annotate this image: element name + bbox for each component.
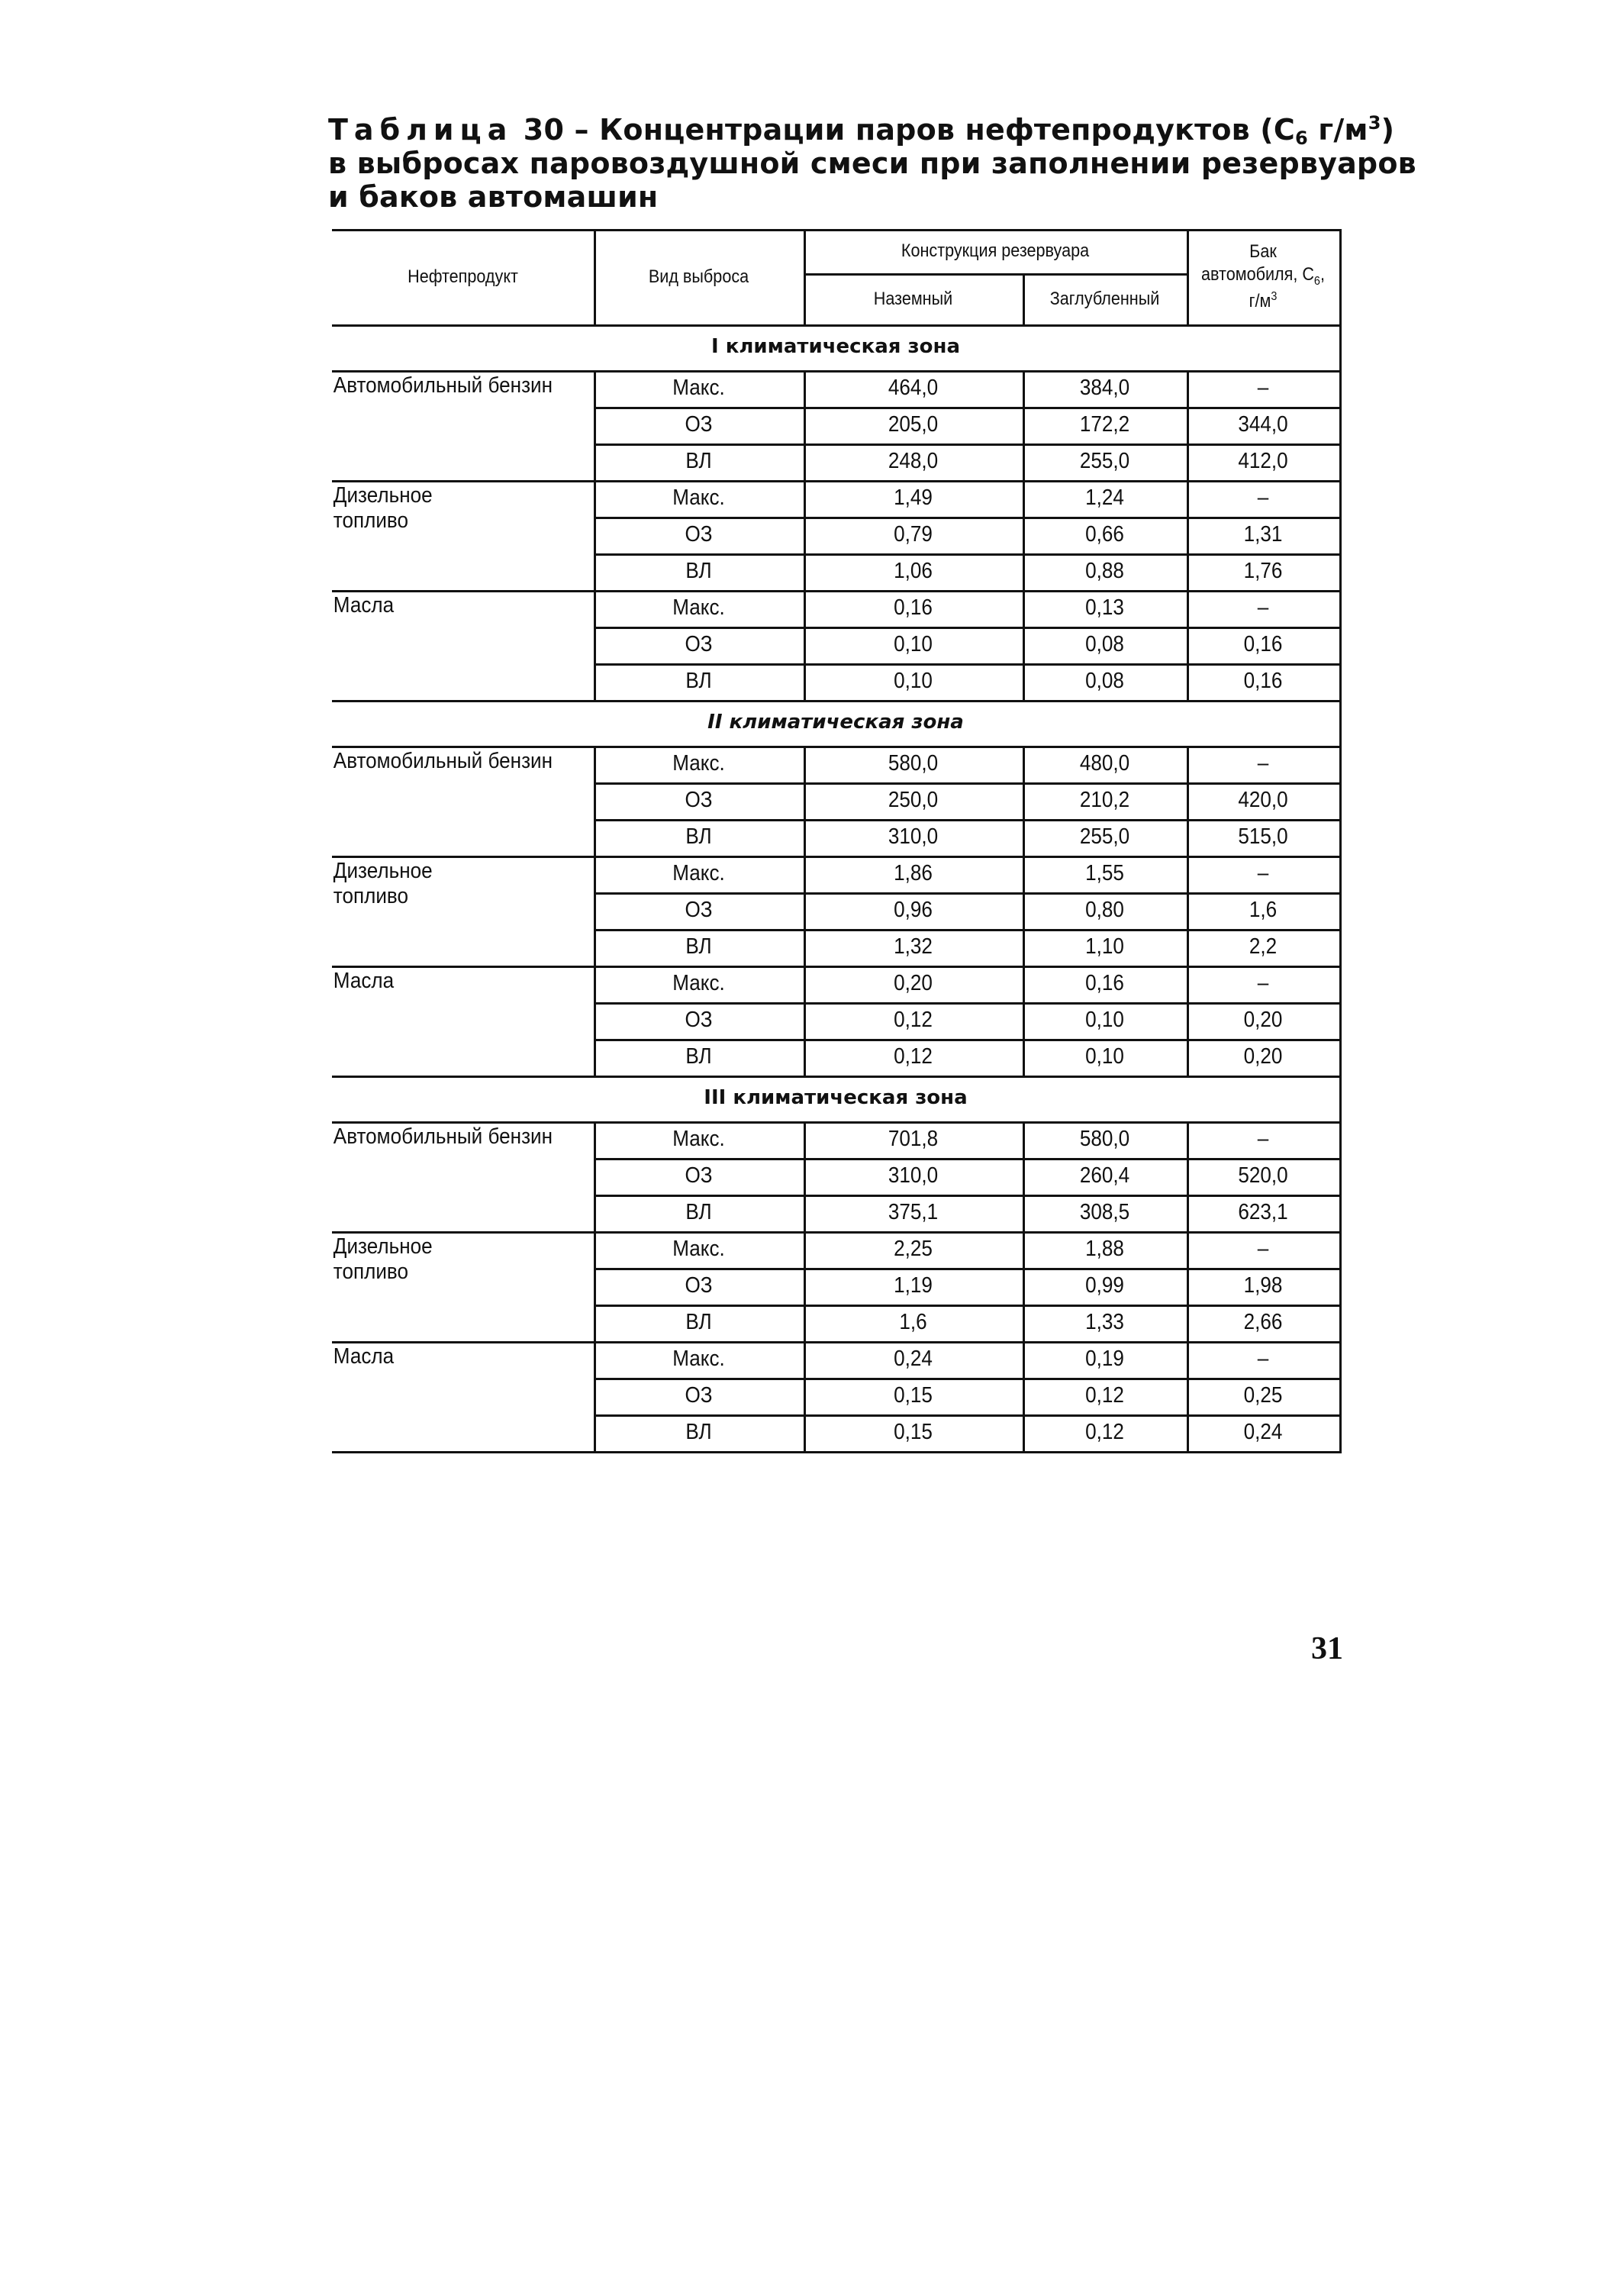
buried-tank-value: 0,99 [1085, 1273, 1124, 1298]
product-name-text: Дизельное топливо [333, 859, 433, 909]
product-bottom-rule [332, 1451, 1339, 1453]
product-name [332, 483, 569, 587]
product-name-text: Масла [333, 1344, 395, 1369]
body-vrule [1187, 1121, 1189, 1234]
body-vrule [804, 1121, 806, 1234]
product-name-text: Автомобильный бензин [333, 373, 553, 398]
zone-right-rule [1339, 1076, 1342, 1121]
header-car-tank [1194, 229, 1332, 324]
product-name-text: Автомобильный бензин [333, 749, 553, 773]
product-name-text: Дизельное топливо [333, 483, 433, 534]
ground-tank-value: 0,15 [894, 1383, 933, 1408]
ground-tank-value: 701,8 [888, 1127, 939, 1152]
body-vrule [1187, 746, 1189, 858]
title-line-1: Таблица 30 – Концентрации паров нефтепродуктов ($C_6$ $г/м^3$) [328, 112, 1395, 149]
zone-title: I климатическая зона [710, 335, 961, 359]
body-vrule [804, 370, 806, 482]
product-name [332, 969, 569, 1072]
emission-type: ВЛ [685, 1044, 712, 1069]
header-vrule [804, 229, 806, 327]
body-vrule [1339, 966, 1342, 1078]
ground-tank-value: 0,24 [894, 1347, 933, 1372]
ground-tank-value: 1,49 [894, 485, 933, 511]
product-name-text: Масла [333, 969, 395, 993]
car-tank-value: 0,16 [1243, 669, 1283, 694]
body-vrule [594, 856, 596, 968]
buried-tank-value: 0,16 [1085, 971, 1124, 996]
emission-type: Макс. [672, 595, 725, 621]
table-title [328, 112, 1416, 214]
body-vrule [804, 746, 806, 858]
emission-type: ВЛ [685, 559, 712, 584]
ground-tank-value: 1,06 [894, 559, 933, 584]
car-tank-value: – [1257, 1127, 1269, 1152]
emission-type: ОЗ [685, 1163, 713, 1189]
emission-type: Макс. [672, 861, 725, 886]
buried-tank-value: 255,0 [1079, 824, 1130, 850]
body-vrule [1339, 746, 1342, 858]
ground-tank-value: 0,79 [894, 522, 933, 547]
body-vrule [1339, 856, 1342, 968]
car-tank-value: – [1257, 751, 1269, 776]
header-car-tank-text: Бак автомобиля, $C_6$, $г/м^3$ [1201, 241, 1325, 311]
body-vrule [1023, 1231, 1025, 1343]
emission-type: ВЛ [685, 669, 712, 694]
buried-tank-value: 580,0 [1079, 1127, 1130, 1152]
car-tank-value: 2,66 [1243, 1310, 1283, 1335]
title-line-3: и баков автомашин [328, 180, 659, 214]
header-vrule [1023, 273, 1025, 327]
car-tank-value: 0,16 [1243, 632, 1283, 657]
buried-tank-value: 1,10 [1085, 934, 1124, 960]
ground-tank-value: 0,10 [894, 632, 933, 657]
car-tank-value: – [1257, 485, 1269, 511]
emission-type: ВЛ [685, 1310, 712, 1335]
car-tank-value: – [1257, 595, 1269, 621]
body-vrule [594, 1121, 596, 1234]
body-vrule [1339, 1341, 1342, 1453]
emission-type: ВЛ [685, 449, 712, 474]
body-vrule [804, 1341, 806, 1453]
product-name-text: Масла [333, 593, 395, 618]
emission-type: Макс. [672, 1237, 725, 1262]
body-vrule [1187, 966, 1189, 1078]
emission-type: ОЗ [685, 788, 713, 813]
buried-tank-value: 0,13 [1085, 595, 1124, 621]
body-vrule [1023, 746, 1025, 858]
emission-type: ОЗ [685, 522, 713, 547]
ground-tank-value: 205,0 [888, 412, 939, 437]
emission-type: ОЗ [685, 412, 713, 437]
emission-type: ВЛ [685, 1420, 712, 1445]
body-vrule [804, 856, 806, 968]
emission-type: ОЗ [685, 632, 713, 657]
ground-tank-value: 1,32 [894, 934, 933, 960]
buried-tank-value: 0,19 [1085, 1347, 1124, 1372]
body-vrule [1339, 590, 1342, 702]
buried-tank-value: 210,2 [1079, 788, 1130, 813]
page-number: 31 [1311, 1631, 1343, 1666]
product-name [332, 1124, 569, 1228]
zone-title: II климатическая зона [707, 711, 964, 734]
car-tank-value: 420,0 [1238, 788, 1288, 813]
buried-tank-value: 0,12 [1085, 1420, 1124, 1445]
product-name [332, 1234, 569, 1338]
body-vrule [594, 1231, 596, 1343]
ground-tank-value: 0,96 [894, 898, 933, 923]
buried-tank-value: 384,0 [1079, 376, 1130, 401]
car-tank-value: 0,24 [1243, 1420, 1283, 1445]
emission-type: ОЗ [685, 1383, 713, 1408]
header-vrule [594, 229, 596, 327]
car-tank-value: – [1257, 1237, 1269, 1262]
buried-tank-value: 260,4 [1079, 1163, 1130, 1189]
emission-type: ВЛ [685, 824, 712, 850]
product-name-text: Дизельное топливо [333, 1234, 433, 1285]
car-tank-value: 1,98 [1243, 1273, 1283, 1298]
buried-tank-value: 0,88 [1085, 559, 1124, 584]
car-tank-value: 1,31 [1243, 522, 1283, 547]
body-vrule [1023, 370, 1025, 482]
header-vrule [1339, 229, 1342, 327]
buried-tank-value: 0,10 [1085, 1008, 1124, 1033]
ground-tank-value: 375,1 [888, 1200, 939, 1225]
emission-type: Макс. [672, 1347, 725, 1372]
emission-type: ВЛ [685, 934, 712, 960]
car-tank-value: – [1257, 861, 1269, 886]
zone-title: III климатическая зона [704, 1086, 968, 1110]
ground-tank-value: 464,0 [888, 376, 939, 401]
emission-type: Макс. [672, 751, 725, 776]
car-tank-value: – [1257, 376, 1269, 401]
car-tank-value: 1,76 [1243, 559, 1283, 584]
concentration-table [332, 229, 1339, 1450]
body-vrule [594, 480, 596, 592]
zone-right-rule [1339, 324, 1342, 370]
car-tank-value: 0,20 [1243, 1044, 1283, 1069]
body-vrule [1187, 1341, 1189, 1453]
body-vrule [1339, 480, 1342, 592]
body-vrule [1023, 590, 1025, 702]
ground-tank-value: 0,10 [894, 669, 933, 694]
body-vrule [1339, 1121, 1342, 1234]
body-vrule [1187, 590, 1189, 702]
emission-type: ОЗ [685, 898, 713, 923]
emission-type: Макс. [672, 971, 725, 996]
body-vrule [594, 966, 596, 1078]
body-vrule [1339, 1231, 1342, 1343]
car-tank-value: 1,6 [1249, 898, 1278, 923]
product-name [332, 859, 569, 963]
ground-tank-value: 250,0 [888, 788, 939, 813]
car-tank-value: – [1257, 971, 1269, 996]
buried-tank-value: 0,10 [1085, 1044, 1124, 1069]
header-buried: Заглубленный [1049, 288, 1160, 309]
car-tank-value: 515,0 [1238, 824, 1288, 850]
body-vrule [1339, 370, 1342, 482]
buried-tank-value: 1,88 [1085, 1237, 1124, 1262]
emission-type: ОЗ [685, 1273, 713, 1298]
emission-type: Макс. [672, 1127, 725, 1152]
buried-tank-value: 0,80 [1085, 898, 1124, 923]
buried-tank-value: 480,0 [1079, 751, 1130, 776]
emission-type: Макс. [672, 485, 725, 511]
product-name [332, 593, 569, 697]
ground-tank-value: 0,15 [894, 1420, 933, 1445]
body-vrule [1187, 480, 1189, 592]
buried-tank-value: 0,66 [1085, 522, 1124, 547]
header-ground: Наземный [873, 288, 953, 309]
ground-tank-value: 310,0 [888, 824, 939, 850]
ground-tank-value: 1,19 [894, 1273, 933, 1298]
ground-tank-value: 1,6 [899, 1310, 927, 1335]
product-name [332, 373, 569, 477]
product-name [332, 1344, 569, 1448]
body-vrule [594, 746, 596, 858]
header-tank-construction: Конструкция резервуара [901, 240, 1090, 262]
zone-right-rule [1339, 700, 1342, 746]
body-vrule [1187, 370, 1189, 482]
body-vrule [804, 1231, 806, 1343]
body-vrule [594, 590, 596, 702]
car-tank-value: 0,25 [1243, 1383, 1283, 1408]
ground-tank-value: 0,12 [894, 1008, 933, 1033]
body-vrule [1023, 1121, 1025, 1234]
emission-type: ОЗ [685, 1008, 713, 1033]
car-tank-value: 344,0 [1238, 412, 1288, 437]
product-name [332, 749, 569, 853]
ground-tank-value: 0,20 [894, 971, 933, 996]
ground-tank-value: 580,0 [888, 751, 939, 776]
buried-tank-value: 0,08 [1085, 632, 1124, 657]
car-tank-value: 412,0 [1238, 449, 1288, 474]
buried-tank-value: 1,24 [1085, 485, 1124, 511]
emission-type: ВЛ [685, 1200, 712, 1225]
buried-tank-value: 1,55 [1085, 861, 1124, 886]
body-vrule [1023, 480, 1025, 592]
body-vrule [804, 480, 806, 592]
body-vrule [804, 966, 806, 1078]
ground-tank-value: 310,0 [888, 1163, 939, 1189]
header-product: Нефтепродукт [408, 266, 518, 287]
buried-tank-value: 0,12 [1085, 1383, 1124, 1408]
buried-tank-value: 308,5 [1079, 1200, 1130, 1225]
car-tank-value: 520,0 [1238, 1163, 1288, 1189]
ground-tank-value: 0,16 [894, 595, 933, 621]
header-emission-type: Вид выброса [648, 266, 749, 287]
car-tank-value: 2,2 [1249, 934, 1278, 960]
body-vrule [594, 1341, 596, 1453]
body-vrule [1187, 856, 1189, 968]
body-vrule [1023, 1341, 1025, 1453]
ground-tank-value: 2,25 [894, 1237, 933, 1262]
product-name-text: Автомобильный бензин [333, 1124, 553, 1149]
body-vrule [594, 370, 596, 482]
ground-tank-value: 0,12 [894, 1044, 933, 1069]
buried-tank-value: 255,0 [1079, 449, 1130, 474]
car-tank-value: – [1257, 1347, 1269, 1372]
buried-tank-value: 172,2 [1079, 412, 1130, 437]
header-vrule [1187, 229, 1189, 327]
buried-tank-value: 0,08 [1085, 669, 1124, 694]
ground-tank-value: 248,0 [888, 449, 939, 474]
emission-type: Макс. [672, 376, 725, 401]
body-vrule [1023, 856, 1025, 968]
body-vrule [1187, 1231, 1189, 1343]
ground-tank-value: 1,86 [894, 861, 933, 886]
car-tank-value: 0,20 [1243, 1008, 1283, 1033]
body-vrule [1023, 966, 1025, 1078]
buried-tank-value: 1,33 [1085, 1310, 1124, 1335]
title-line-2: в выбросах паровоздушной смеси при заполнении резервуаров [328, 147, 1416, 180]
body-vrule [804, 590, 806, 702]
car-tank-value: 623,1 [1238, 1200, 1288, 1225]
